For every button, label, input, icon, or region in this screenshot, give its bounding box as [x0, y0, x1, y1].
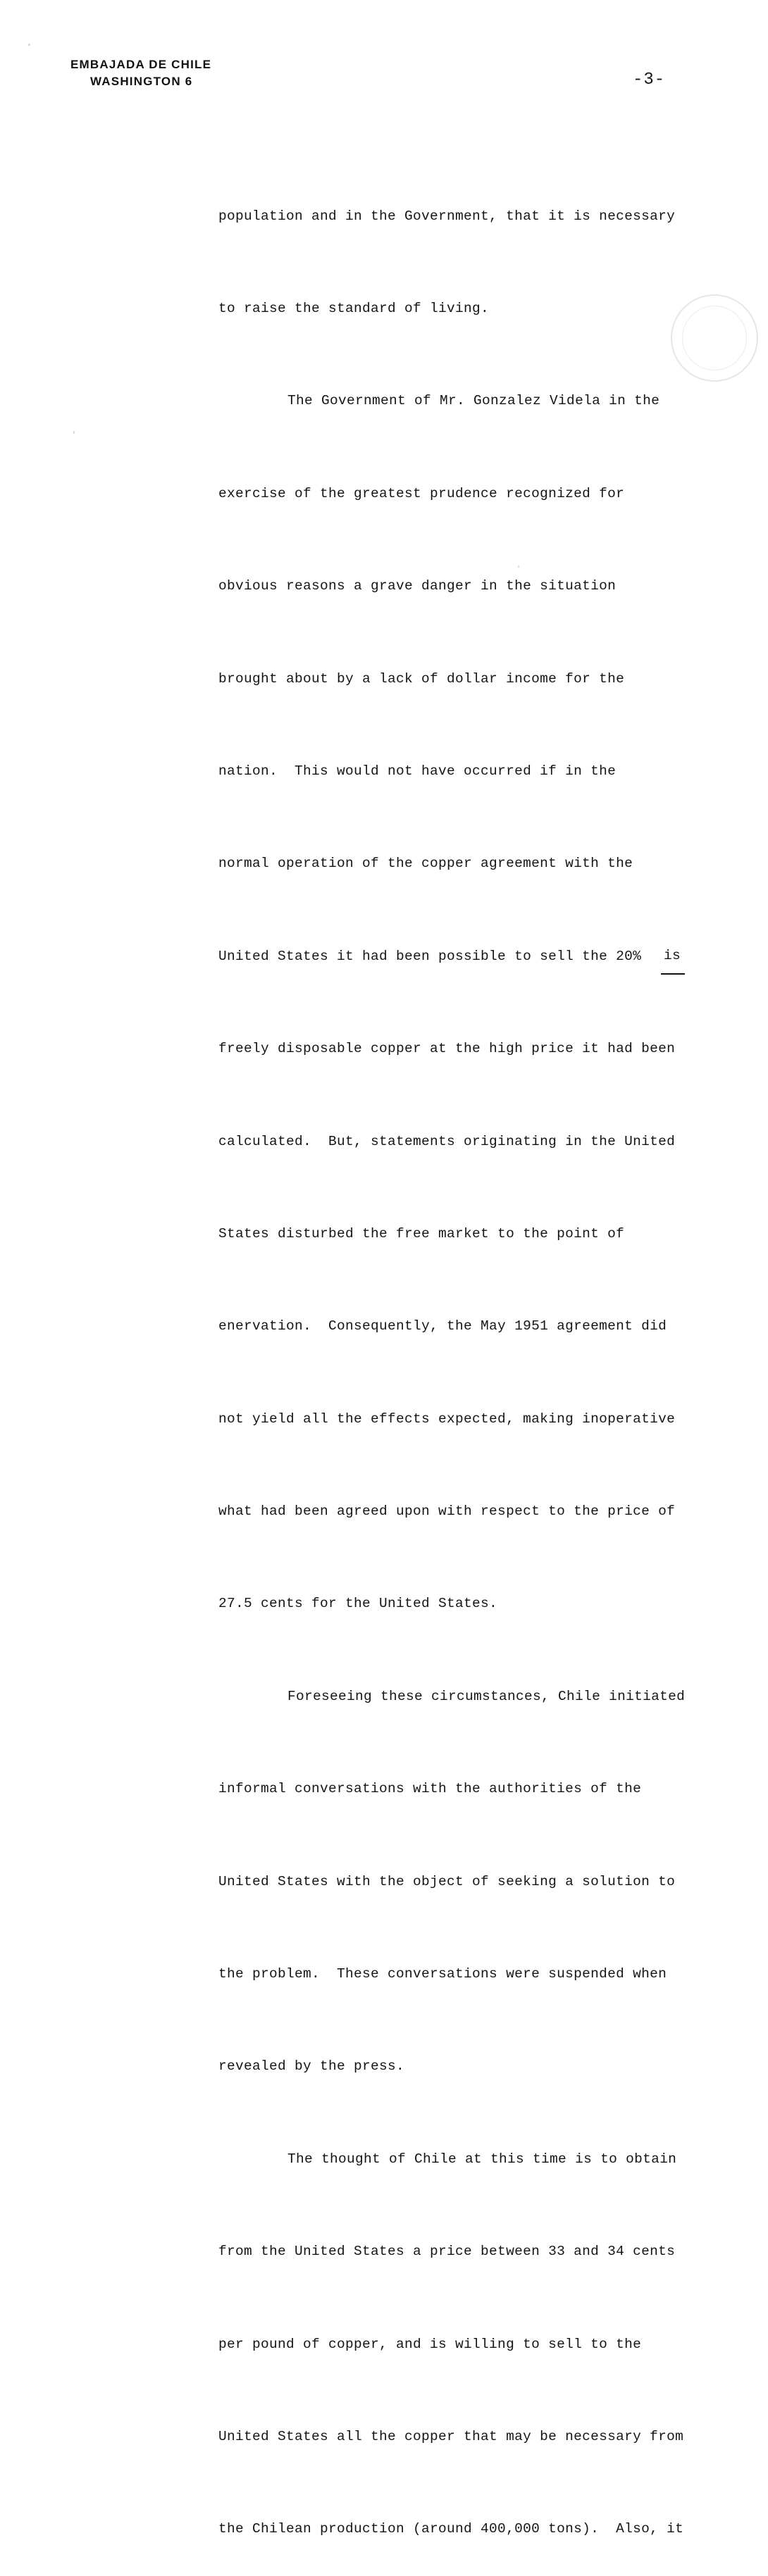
text-line: what had been agreed upon with respect to the price of	[218, 1503, 676, 1520]
letterhead	[70, 56, 211, 90]
text-line: revealed by the press.	[218, 2058, 405, 2075]
text-line: calculated. But, statements originating in the United	[218, 1133, 676, 1149]
text-line: United States with the object of seeking a solution to	[218, 1873, 676, 1889]
text-line: exercise of the greatest prudence recognized for	[218, 485, 625, 501]
text-line: not yield all the effects expected, making inoperative	[218, 1411, 676, 1427]
catchword-underline	[661, 973, 685, 975]
text-line: population and in the Government, that it is necessary	[218, 208, 676, 224]
text-line: United States all the copper that may be necessary from	[218, 2428, 684, 2444]
text-line: normal operation of the copper agreement with the	[218, 856, 633, 872]
text-line: freely disposable copper at the high price it had been	[218, 1041, 676, 1057]
text-line: the problem. These conversations were suspended when	[218, 1966, 667, 1982]
text-line: United States it had been possible to sell the 20%	[218, 948, 642, 964]
text-line: from the United States a price between 33 and 34 cents	[218, 2244, 676, 2260]
letterhead-embassy: EMBAJADA DE CHILE	[70, 58, 212, 71]
paper-speck	[518, 565, 519, 568]
paper-speck	[73, 431, 75, 434]
text-line: 27.5 cents for the United States.	[218, 1596, 498, 1612]
text-line: nation. This would not have occurred if in the	[218, 763, 617, 779]
paragraph-start-line: The thought of Chile at this time is to obtain	[287, 2151, 677, 2167]
text-line: States disturbed the free market to the point of	[218, 1225, 625, 1242]
paragraph-start-line: Foreseeing these circumstances, Chile initiated	[287, 1688, 686, 1704]
letterhead-city: WASHINGTON 6	[90, 75, 193, 88]
body-text	[218, 139, 754, 2576]
text-line: obvious reasons a grave danger in the situation	[218, 578, 617, 594]
paper-speck	[28, 44, 30, 46]
text-line: brought about by a lack of dollar income for the	[218, 670, 625, 687]
text-line: informal conversations with the authorities of the	[218, 1781, 642, 1797]
text-line: the Chilean production (around 400,000 tons). Also, it	[218, 2521, 684, 2537]
paragraph-start-line: The Government of Mr. Gonzalez Videla in the	[287, 393, 660, 409]
text-line: per pound of copper, and is willing to sell to the	[218, 2336, 642, 2352]
catchword: is	[664, 948, 681, 963]
text-line: to raise the standard of living.	[218, 300, 490, 316]
page-number: -3-	[633, 70, 666, 89]
text-line: enervation. Consequently, the May 1951 agreement did	[218, 1318, 667, 1334]
